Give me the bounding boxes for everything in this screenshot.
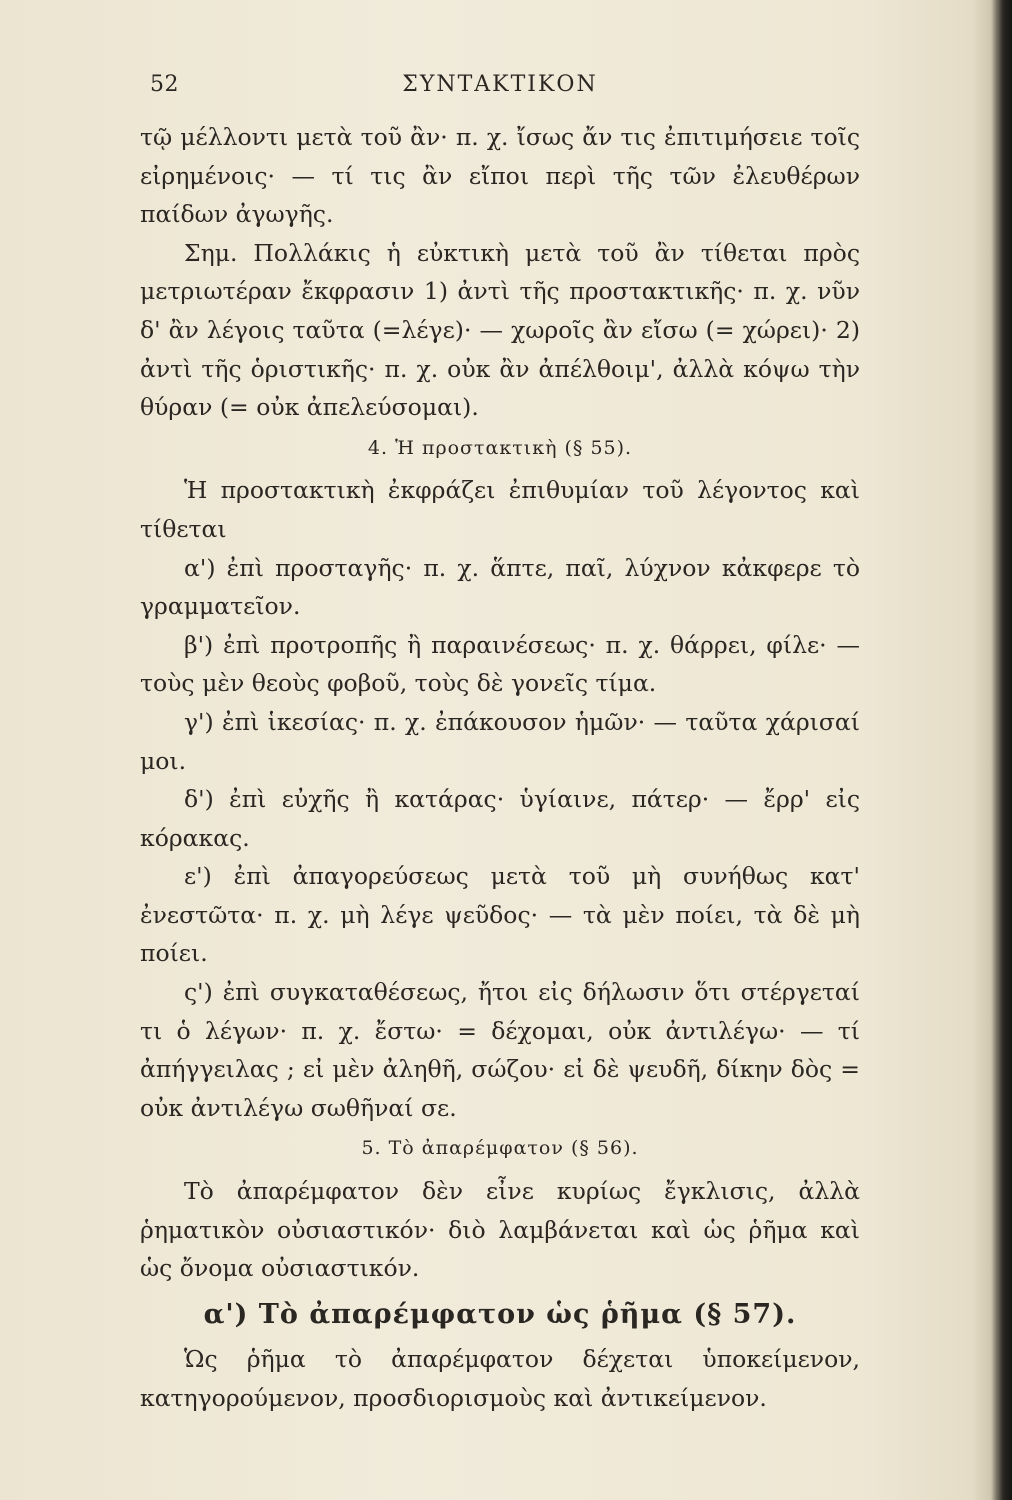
page-header <box>140 72 860 104</box>
page-edge-shadow <box>990 0 1012 1500</box>
paragraph-supplication: γ') ἐπὶ ἱκεσίας· π. χ. ἐπάκουσον ἡμῶν· — ταῦτα χάρισαί μοι. <box>140 707 860 775</box>
paragraph-command: α') ἐπὶ προσταγῆς· π. χ. ἅπτε, παῖ, λύχνον κἀκφερε τὸ γραμματεῖον. <box>140 553 860 621</box>
paragraph-imperative-intro: Ἡ προστακτικὴ ἐκφράζει ἐπιθυμίαν τοῦ λέγοντος καὶ τίθεται <box>140 476 860 543</box>
paragraph-infinitive-as-verb: Ὡς ῥῆμα τὸ ἀπαρέμφατον δέχεται ὑποκείμενον, κατηγορούμενον, προσδιορισμοὺς καὶ ἀντικείμενον. <box>140 1345 860 1412</box>
paragraph-exhortation: β') ἐπὶ προτροπῆς ἢ παραινέσεως· π. χ. θάρρει, φίλε· — τοὺς μὲν θεοὺς φοβοῦ, τοὺς δὲ γονεῖς τίμα. <box>140 630 860 698</box>
paragraph-note: Σημ. Πολλάκις ἡ εὐκτικὴ μετὰ τοῦ ἂν τίθεται πρὸς μετριωτέραν ἔκφρασιν 1) ἀντὶ τῆς προστακτικῆς· π. χ. νῦν δ' ἂν λέγοις ταῦτα (=λέγε)· — χωροῖς ἂν εἴσω (= χώρει)· 2) ἀντὶ τῆς ὁριστικῆς· π. χ. οὐκ ἂν ἀπέλθοιμ', ἀλλὰ κόψω τὴν θύραν (= οὐκ ἀπελεύσομαι). <box>140 238 860 422</box>
subsection-heading-imperative: 4. Ἡ προστακτικὴ (§ 55). <box>367 436 633 459</box>
paragraph-prohibition: ε') ἐπὶ ἀπαγορεύσεως μετὰ τοῦ μὴ συνήθως κατ' ἐνεστῶτα· π. χ. μὴ λέγε ψεῦδος· — τὰ μὲν ποίει, τὰ δὲ μὴ ποίει. <box>140 862 860 968</box>
paragraph-continuation: τῷ μέλλοντι μετὰ τοῦ ἂν· π. χ. ἴσως ἄν τις ἐπιτιμήσειε τοῖς εἰρημένοις· — τί τις ἂν εἴποι περὶ τῆς τῶν ἐλευθέρων παίδων ἀγωγῆς. <box>140 123 860 229</box>
section-heading-infinitive-as-verb: α') Τὸ ἀπαρέμφατον ὡς ῥῆμα (§ 57). <box>203 1298 797 1330</box>
page-body <box>140 118 860 1418</box>
page-number: 52 <box>150 72 179 97</box>
paragraph-wish-curse: δ') ἐπὶ εὐχῆς ἢ κατάρας· ὑγίαινε, πάτερ· — ἔρρ' εἰς κόρακας. <box>140 785 860 852</box>
running-title: ΣΥΝΤΑΚΤΙΚΟΝ <box>402 72 598 97</box>
paragraph-infinitive-intro: Τὸ ἀπαρέμφατον δὲν εἶνε κυρίως ἔγκλισις, ἀλλὰ ῥηματικὸν οὐσιαστικόν· διὸ λαμβάνεται καὶ ὡς ῥῆμα καὶ ὡς ὄνομα οὐσιαστικόν. <box>140 1177 860 1283</box>
paragraph-consent: ς') ἐπὶ συγκαταθέσεως, ἤτοι εἰς δήλωσιν ὅτι στέργεταί τι ὁ λέγων· π. χ. ἔστω· = δέχομαι, οὐκ ἀντιλέγω· — τί ἀπήγγειλας ; εἰ μὲν ἀληθῆ, σώζου· εἰ δὲ ψευδῆ, δίκην δὸς = οὐκ ἀντιλέγω σωθῆναί σε. <box>140 978 860 1122</box>
subsection-heading-infinitive: 5. Τὸ ἀπαρέμφατον (§ 56). <box>361 1137 639 1160</box>
